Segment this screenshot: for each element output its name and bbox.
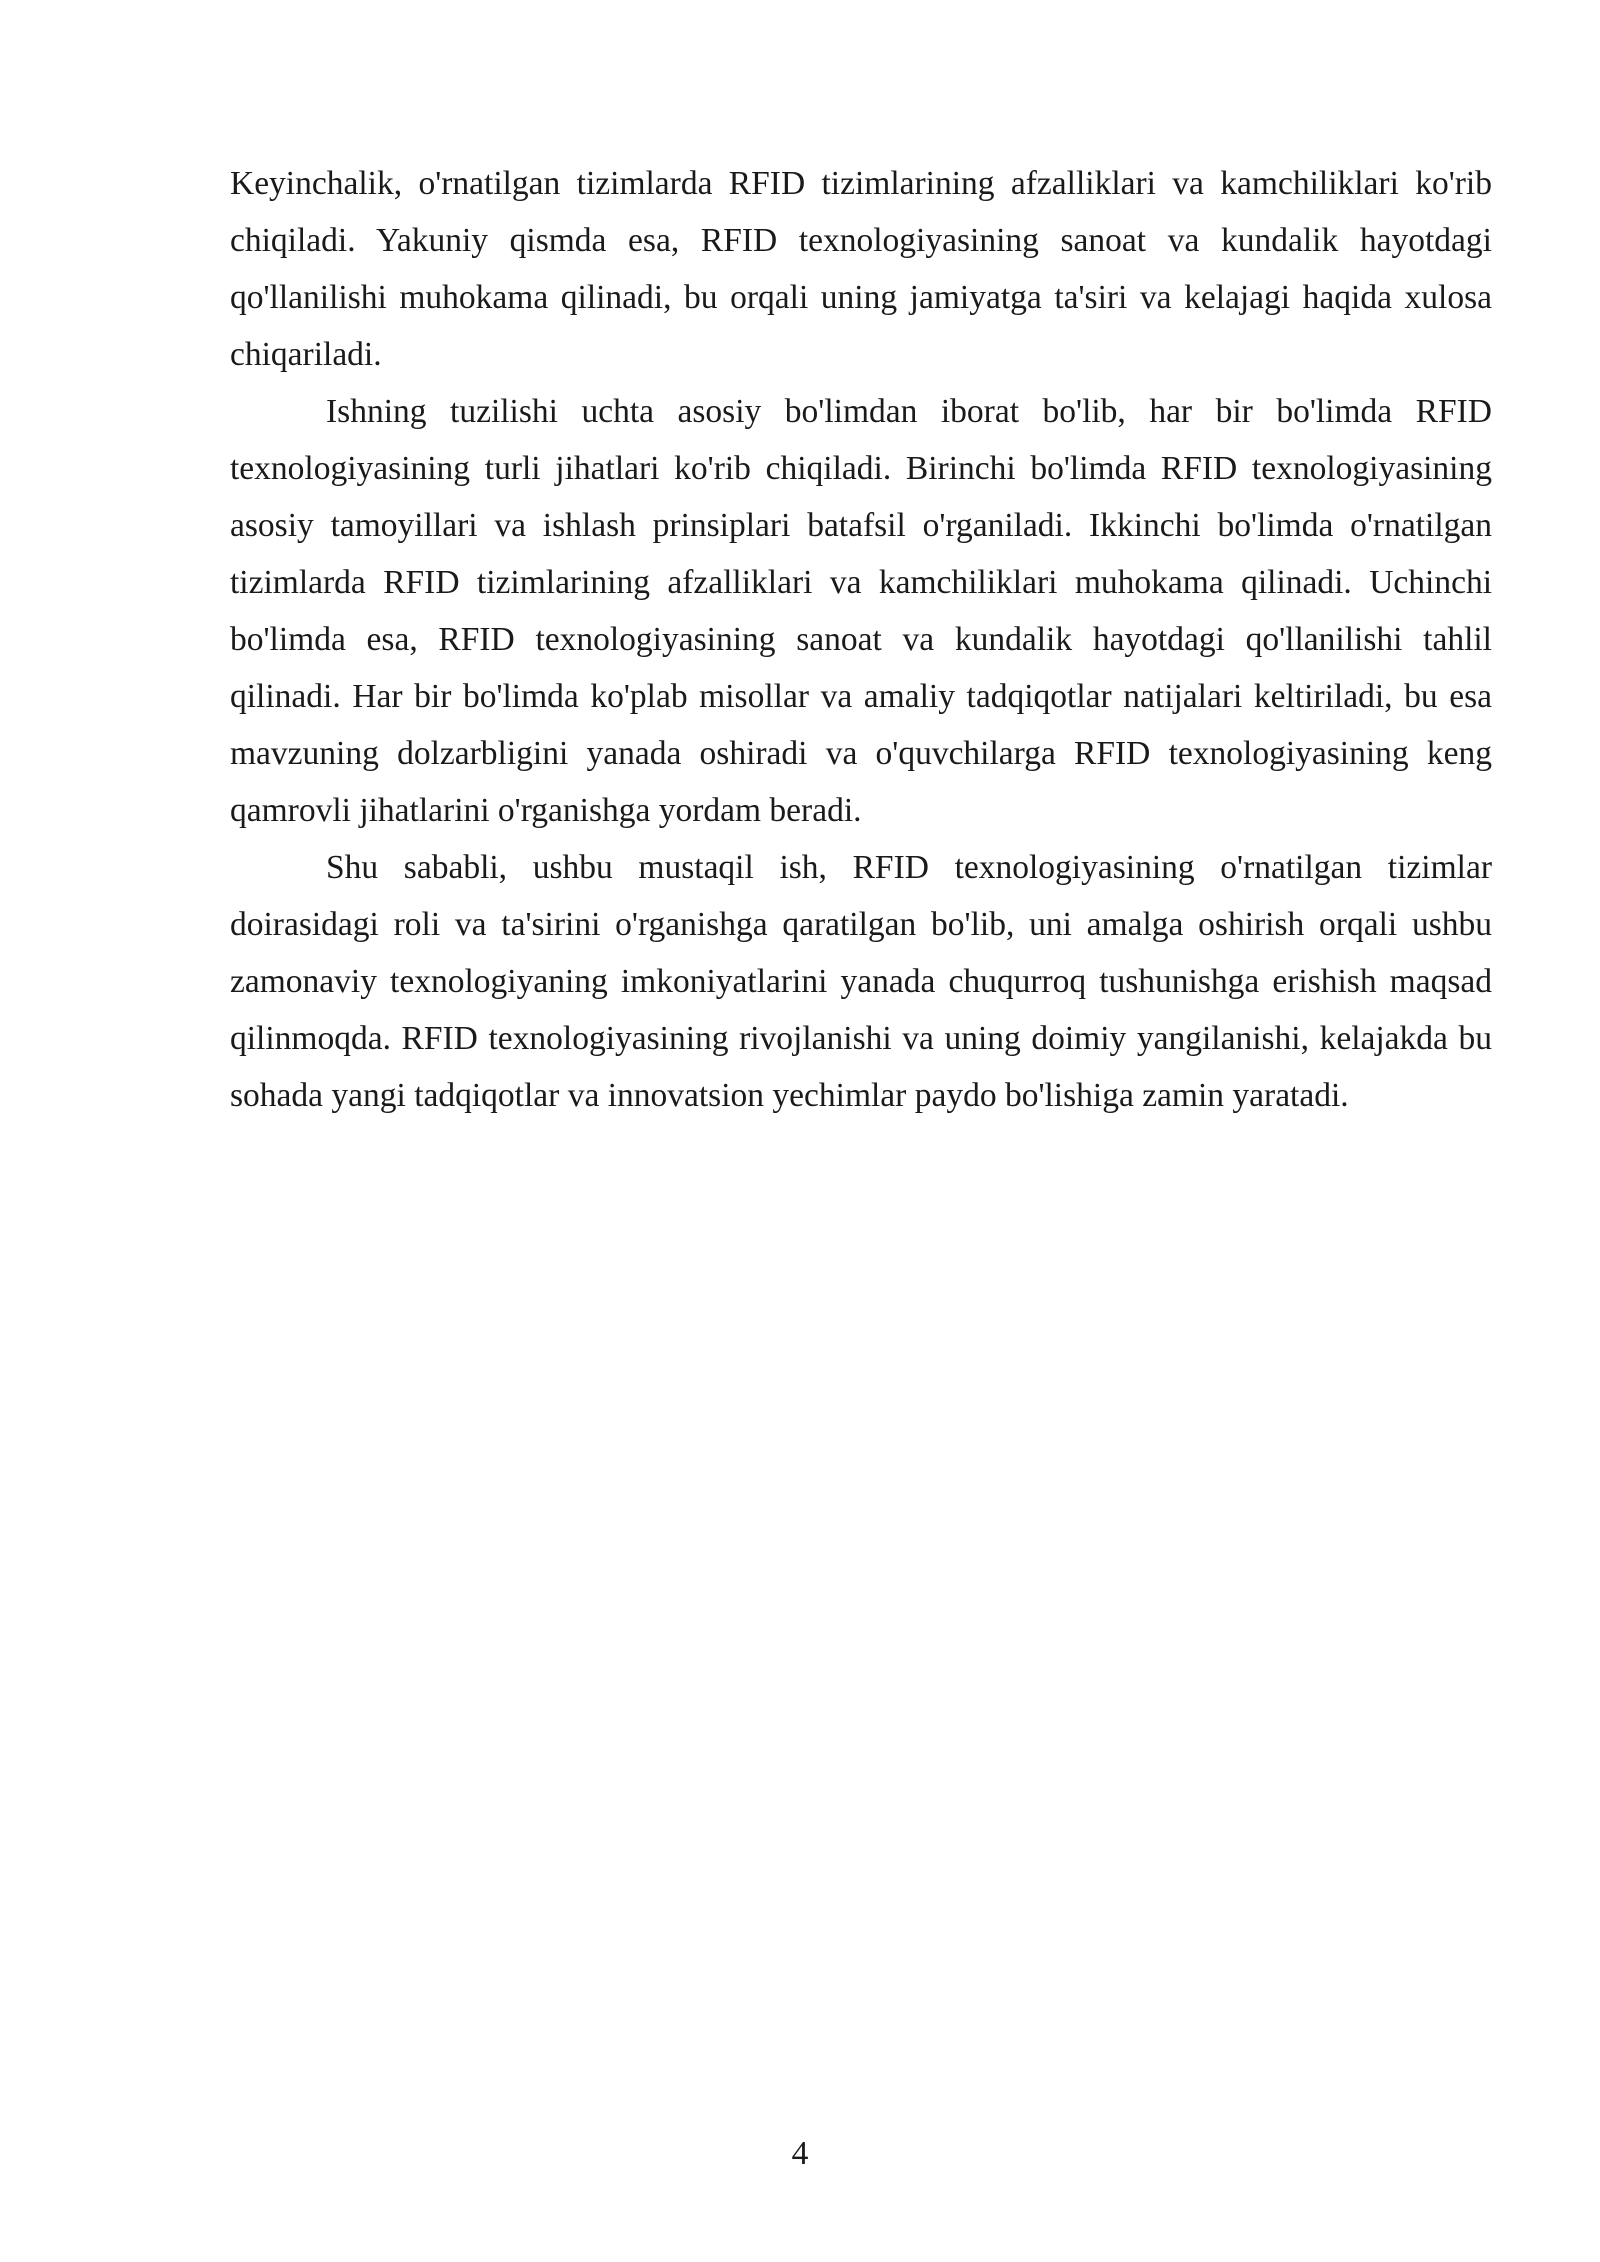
page-number: 4	[791, 2135, 809, 2172]
document-body	[230, 155, 1492, 1124]
paragraph-continuation: Keyinchalik, o'rnatilgan tizimlarda RFID tizimlarining afzalliklari va kamchiliklari ko'rib chiqiladi. Yakuniy qismda esa, RFID texnologiyasining sanoat va kundalik hayotdagi qo'llanilishi muhokama qilinadi, bu orqali uning jamiyatga ta'siri va kelajagi haqida xulosa chiqariladi.	[230, 165, 1492, 373]
paragraph-conclusion: Shu sababli, ushbu mustaqil ish, RFID texnologiyasining o'rnatilgan tizimlar doirasidagi roli va ta'sirini o'rganishga qaratilgan bo'lib, uni amalga oshirish orqali ushbu zamonaviy texnologiyaning imkoniyatlarini yanada chuqurroq tushunishga erishish maqsad qilinmoqda. RFID texnologiyasining rivojlanishi va uning doimiy yangilanishi, kelajakda bu sohada yangi tadqiqotlar va innovatsion yechimlar paydo bo'lishiga zamin yaratadi.	[230, 849, 1492, 1114]
paragraph-structure: Ishning tuzilishi uchta asosiy bo'limdan iborat bo'lib, har bir bo'limda RFID texnologiyasining turli jihatlari ko'rib chiqiladi. Birinchi bo'limda RFID texnologiyasining asosiy tamoyillari va ishlash prinsiplari batafsil o'rganiladi. Ikkinchi bo'limda o'rnatilgan tizimlarda RFID tizimlarining afzalliklari va kamchiliklari muhokama qilinadi. Uchinchi bo'limda esa, RFID texnologiyasining sanoat va kundalik hayotdagi qo'llanilishi tahlil qilinadi. Har bir bo'limda ko'plab misollar va amaliy tadqiqotlar natijalari keltiriladi, bu esa mavzuning dolzarbligini yanada oshiradi va o'quvchilarga RFID texnologiyasining keng qamrovli jihatlarini o'rganishga yordam beradi.	[230, 393, 1492, 829]
